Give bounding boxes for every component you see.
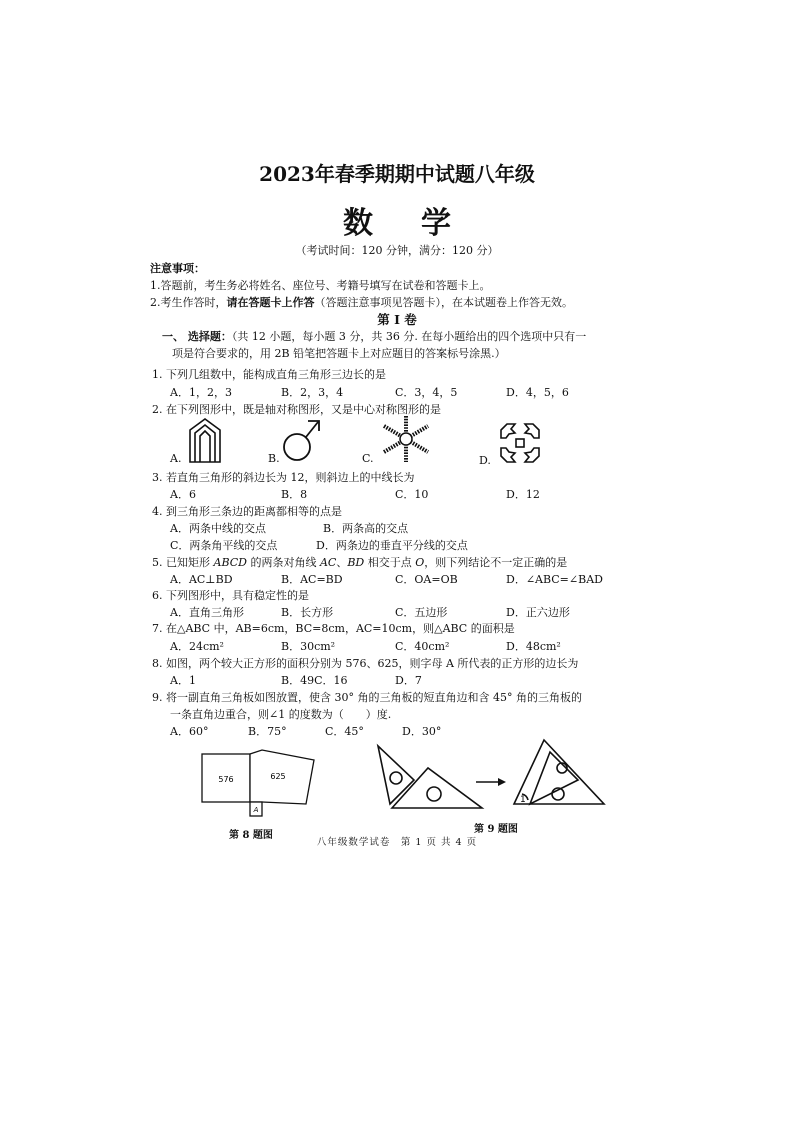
q6-stem: 6. 下列图形中，具有稳定性的是 (152, 589, 309, 602)
fig9-angle-1-label: 1 (520, 795, 526, 805)
q8-stem: 8. 如图，两个较大正方形的面积分别为 576、625，则字母 A 所代表的正方形的边长为 (152, 657, 579, 670)
q5-stem-text: 5. 已知矩形 (152, 556, 214, 569)
q7-stem: 7. 在△ABC 中，AB=6cm，BC=8cm，AC=10cm，则△ABC 的面积是 (152, 622, 515, 635)
q5-stem-text-b: 的两条对角线 (246, 556, 320, 569)
q2-option-a: A. (170, 452, 182, 465)
q2-option-d: D. (479, 454, 491, 467)
q2-figure-b (282, 416, 324, 464)
q6-option-d: D．正六边形 (506, 606, 570, 619)
q5-point-o: O (415, 556, 425, 569)
q5-option-c: C．OA=OB (395, 573, 458, 586)
q5-rect-name: ABCD (213, 556, 247, 569)
q5-diag-ac: AC (319, 556, 337, 569)
q4-option-d: D．两条边的垂直平分线的交点 (316, 539, 468, 552)
q3-option-a: A．6 (170, 488, 196, 501)
q3-option-d: D．12 (506, 488, 540, 501)
figure-9-caption: 第 9 题图 (474, 824, 518, 835)
q8-option-a: A．1 (170, 674, 196, 687)
q7-option-c: C．40cm² (395, 640, 450, 653)
q2-figure-d (497, 420, 543, 466)
q5-stem-text-d: 相交于点 (364, 556, 416, 569)
q2-figure-c (378, 414, 434, 464)
q9-option-c: C．45° (325, 725, 364, 738)
q4-option-c: C．两条角平线的交点 (170, 539, 278, 552)
figure-8-squares (196, 746, 324, 820)
q5-option-b: B．AC=BD (281, 573, 343, 586)
q2-option-b: B. (268, 452, 280, 465)
q9-option-d: D．30° (402, 725, 442, 738)
q6-option-c: C．五边形 (395, 606, 448, 619)
q3-option-c: C．10 (395, 488, 429, 501)
q5-option-d: D．∠ABC=∠BAD (506, 573, 603, 586)
part1-instructions (162, 328, 586, 344)
q4-stem: 4. 到三角形三条边的距离都相等的点是 (152, 505, 342, 518)
q2-figure-a (186, 416, 224, 466)
exam-info: （考试时间：120 分钟，满分：120 分） (295, 244, 499, 257)
q1-option-b: B．2，3，4 (281, 386, 344, 399)
q3-option-b: B．8 (281, 488, 308, 501)
figure-8-caption: 第 8 题图 (229, 830, 273, 841)
notes-heading: 注意事项： (150, 262, 205, 275)
q2-option-c: C. (362, 452, 374, 465)
part1-desc-1: （共 12 小题，每小题 3 分，共 36 分. 在每小题给出的四个选项中只有一 (231, 330, 587, 343)
part1-heading: 一、 选择题： (162, 330, 232, 343)
notes-item-2-bold: 请在答题卡上作答 (226, 296, 315, 309)
notes-item-1: 1.答题前，考生务必将姓名、座位号、考籍号填写在试卷和答题卡上。 (150, 279, 491, 292)
q2-stem: 2. 在下列图形中，既是轴对称图形，又是中心对称图形的是 (152, 403, 441, 416)
q8-option-d: D．7 (395, 674, 422, 687)
q1-option-d: D．4，5，6 (506, 386, 569, 399)
part1-desc-2: 项是符合要求的，用 2B 铅笔把答题卡上对应题目的答案标号涂黑.） (172, 347, 506, 360)
q5-stem (152, 554, 567, 570)
q7-option-a: A．24cm² (170, 640, 224, 653)
q7-option-b: B．30cm² (281, 640, 336, 653)
page-title: 2023年春季期期中试题八年级 (259, 162, 535, 186)
q5-stem-text-e: ，则下列结论不一定正确的是 (424, 556, 568, 569)
fig8-label-576: 576 (218, 775, 234, 784)
q7-option-d: D．48cm² (506, 640, 561, 653)
q9-option-a: A．60° (170, 725, 209, 738)
q6-option-b: B．长方形 (281, 606, 334, 619)
notes-item-2-text: 2.考生作答时， (150, 296, 227, 309)
q1-stem: 1. 下列几组数中，能构成直角三角形三边长的是 (152, 368, 386, 381)
q5-option-a: A．AC⊥BD (170, 573, 233, 586)
q9-option-b: B．75° (248, 725, 287, 738)
q4-option-b: B．两条高的交点 (323, 522, 409, 535)
q6-option-a: A．直角三角形 (170, 606, 244, 619)
q9-stem-2: 一条直角边重合，则∠1 的度数为（ ）度. (170, 708, 392, 721)
page-footer: 八年级数学试卷 第 1 页 共 4 页 (316, 837, 478, 848)
q5-diag-bd: BD (347, 556, 365, 569)
fig8-label-a: A (253, 806, 259, 814)
fig8-label-625: 625 (270, 772, 286, 781)
q8-option-bc: B．49C．16 (281, 674, 348, 687)
q9-stem-1: 9. 将一副直角三角板如图放置，使含 30° 角的三角板的短直角边和含 45° 角的三角板的 (152, 691, 582, 704)
q1-option-a: A．1，2，3 (170, 386, 232, 399)
q4-option-a: A．两条中线的交点 (170, 522, 266, 535)
q1-option-c: C．3，4，5 (395, 386, 458, 399)
notes-item-2-text-b: （答题注意事项见答题卡），在本试题卷上作答无效。 (314, 296, 573, 309)
subject-title: 数学 (343, 206, 499, 241)
q3-stem: 3. 若直角三角形的斜边长为 12，则斜边上的中线长为 (152, 471, 415, 484)
figure-9-triangles (360, 736, 616, 820)
notes-item-2 (150, 294, 573, 310)
q5-stem-sep: 、 (336, 556, 348, 569)
section-title: 第 I 卷 (377, 312, 417, 327)
